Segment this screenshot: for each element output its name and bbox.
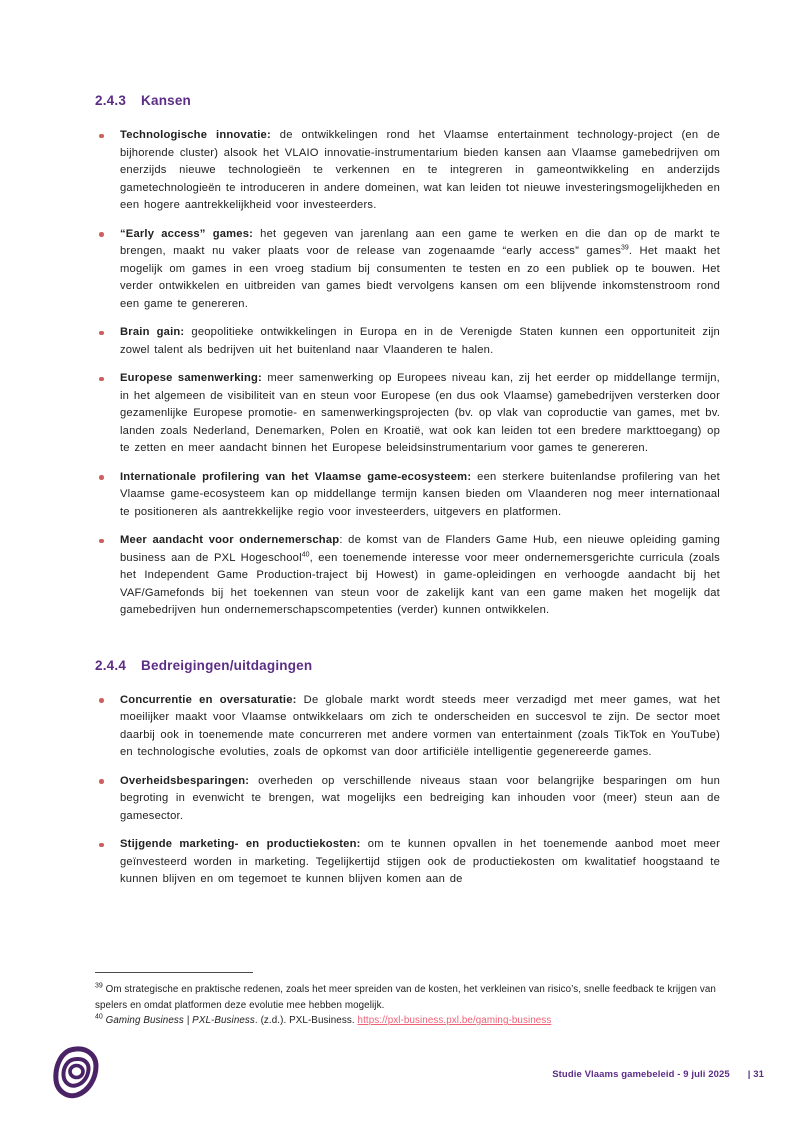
footnote-ref: 39 (621, 244, 629, 252)
section-number: 2.4.3 (95, 93, 127, 108)
page-footer (552, 1069, 764, 1080)
footer-doc-title: Studie Vlaams gamebeleid - 9 juli 2025 (552, 1069, 730, 1080)
footnote: $^{40}$ Gaming Business | PXL-Business. (z.d.). PXL-Business. https://pxl-business.pxl.be/gaming-business (95, 1013, 552, 1026)
document-body (95, 93, 720, 900)
footnote-ref: 39 (95, 982, 103, 990)
bullet-item: Meer aandacht voor ondernemerschap: de komst van de Flanders Game Hub, een nieuwe opleiding gaming business aan de PXL Hogeschool$^{40}$, een toenemende interesse voor meer ondernemersgerichte curricula (zoals het Independent Game Production-traject bij Howest) in game-opleidingen en verhoogde aandacht bij het VAF/Gamefonds bij het toekennen van steun voor de zakelijk kant van een game maken het mogelijk dat gamebedrijven hun ondernemerschapscompetenties (verder) kunnen ontwikkelen. (95, 532, 720, 620)
footnote-list (95, 982, 720, 1029)
section-kansen (95, 93, 720, 620)
footnote-divider (95, 972, 253, 973)
bullet-item: Concurrentie en oversaturatie: De globale markt wordt steeds meer verzadigd met meer games, wat het moeilijker maakt voor Vlaamse ontwikkelaars om zich te onderscheiden en succesvol te zijn. De sector moet daarbij ook in toenemende mate concurreren met andere vormen van entertainment (zoals TikTok en YouTube) en technologische evoluties, zoals de opkomst van door artificiële intelligentie gegenereerde games. (95, 692, 720, 762)
logo-spiral-icon (52, 1046, 100, 1100)
section-number: 2.4.4 (95, 657, 127, 673)
bullet-item: Internationale profilering van het Vlaamse game-ecosysteem: een sterkere buitenlandse profilering van het Vlaamse game-ecosysteem kan op middellange termijn kansen bieden om Vlaanderen nog meer internationaal te positioneren als aantrekkelijke regio voor investeerders, uitgevers en platformen. (95, 469, 720, 522)
section-bedreigingen (95, 658, 720, 889)
footnote-ref: 40 (95, 1013, 103, 1021)
footnotes-area (95, 972, 720, 1029)
bullet-item: Technologische innovatie: de ontwikkelingen rond het Vlaamse entertainment technology-project (en de bijhorende cluster) alsook het VLAIO innovatie-instrumentarium bieden kansen aan Vlaamse gamebedrijven om enerzijds nieuwe technologieën te verkennen en te integreren in gameontwikkeling en anderzijds gametechnologieën te introduceren in andere domeinen, wat kan leiden tot nieuwe investeringsmogelijkheden en een hogere aantrekkelijkheid voor investeerders. (95, 127, 720, 215)
bullet-item: Stijgende marketing- en productiekosten: om te kunnen opvallen in het toenemende aanbod moet meer geïnvesteerd worden in marketing. Tegelijkertijd stijgen ook de productiekosten om kwalitatief hoogstaand te kunnen blijven en om tegemoet te kunnen blijven komen aan de (95, 836, 720, 889)
footnote-ref: 40 (301, 550, 310, 558)
publisher-logo (52, 1046, 100, 1100)
bullet-item: Overheidsbesparingen: overheden op verschillende niveaus staan voor belangrijke besparingen om hun begroting in evenwicht te brengen, wat mogelijks een bedreiging kan inhouden voor (meer) steun aan de gamesector. (95, 773, 720, 826)
section-title: Kansen (141, 93, 191, 108)
footnote: $^{39}$ Om strategische en praktische redenen, zoals het meer spreiden van de kosten, het verkleinen van risico’s, snelle feedback te krijgen van spelers en omdat platformen deze evolutie mee hebben mogelijk. (95, 982, 716, 1011)
section-heading (95, 93, 720, 108)
footer-page-number: | 31 (747, 1069, 764, 1080)
section-title: Bedreigingen/uitdagingen (141, 657, 313, 673)
bullet-list (95, 127, 720, 620)
bullet-item: Europese samenwerking: meer samenwerking op Europees niveau kan, zij het eerder op middellange termijn, in het algemeen de visibiliteit van en steun voor Europese (en dus ook Vlaamse) gamebedrijven versterken door gezamenlijke Europese promotie- en samenwerkingsprojecten (bv. op vlak van coproductie van games, met bv. landen zoals Nederland, Denemarken, Polen en Kroatië, wat ook kan leiden tot een bredere markttoegang) op te zetten en meer aandacht binnen het Europese beleidsinstrumentarium voor games te genereren. (95, 370, 720, 458)
section-heading (95, 658, 720, 673)
footnote-link[interactable]: https://pxl-business.pxl.be/gaming-business (357, 1015, 552, 1026)
bullet-item: “Early access” games: het gegeven van jarenlang aan een game te werken en die dan op de markt te brengen, maakt nu vaker plaats voor de release van zogenaamde “early access” games$^{39}$. Het maakt het mogelijk om games in een vroeg stadium bij consumenten te testen en zo een publiek op te bouwen. Het verder ontwikkelen en uitbreiden van games biedt vervolgens kansen om een blijvende inkomstenstroom rond een game te genereren. (95, 226, 720, 314)
bullet-list (95, 692, 720, 889)
bullet-item: Brain gain: geopolitieke ontwikkelingen in Europa en in de Verenigde Staten kunnen een opportuniteit zijn zowel talent als bedrijven uit het buitenland naar Vlaanderen te halen. (95, 324, 720, 359)
